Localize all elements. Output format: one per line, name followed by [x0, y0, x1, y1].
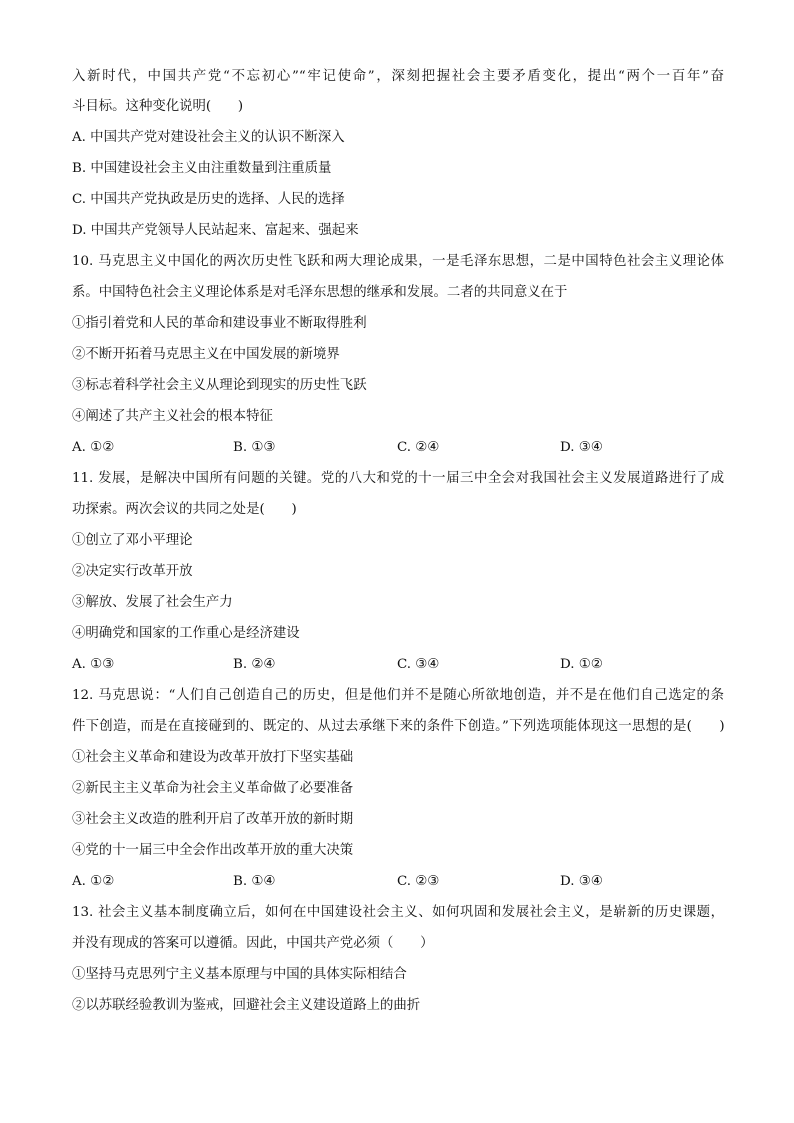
- q10-statement-4: ④阐述了共产主义社会的根本特征: [72, 409, 273, 424]
- q11-choices: [72, 656, 732, 674]
- q13-statement-1: ①坚持马克思列宁主义基本原理与中国的具体实际相结合: [72, 967, 407, 982]
- q10-choice-b: B. ①③: [233, 440, 276, 455]
- q11-statement-4: ④明确党和国家的工作重心是经济建设: [72, 626, 300, 641]
- q12-choice-a: A. ①②: [72, 874, 115, 889]
- q10-choice-d: D. ③④: [560, 440, 603, 455]
- q10-choices: [72, 439, 732, 457]
- q12-statement-2: ②新民主主义革命为社会主义革命做了必要准备: [72, 781, 354, 796]
- q11-choice-d: D. ①②: [560, 657, 603, 672]
- q9-stem-line-2: 斗目标。这种变化说明( ): [72, 99, 244, 114]
- q11-choice-b: B. ②④: [233, 657, 276, 672]
- q11-choice-a: A. ①③: [72, 657, 115, 672]
- q12-choice-b: B. ①④: [233, 874, 276, 889]
- q10-choice-a: A. ①②: [72, 440, 115, 455]
- q11-choice-c: C. ③④: [397, 657, 440, 672]
- q11-statement-1: ①创立了邓小平理论: [72, 533, 193, 548]
- q9-stem-line-1: 入新时代，中国共产党“不忘初心”“牢记使命”，深刻把握社会主要矛盾变化，提出“两个一百年”奋: [72, 69, 724, 84]
- q12-statement-3: ③社会主义改造的胜利开启了改革开放的新时期: [72, 812, 354, 827]
- q9-option-d: D. 中国共产党领导人民站起来、富起来、强起来: [72, 223, 359, 238]
- q13-statement-2: ②以苏联经验教训为鉴戒，回避社会主义建设道路上的曲折: [72, 998, 421, 1013]
- q12-choice-d: D. ③④: [560, 874, 603, 889]
- q11-statement-2: ②决定实行改革开放: [72, 564, 193, 579]
- q9-option-b: B. 中国建设社会主义由注重数量到注重质量: [72, 161, 332, 176]
- q13-stem-line-1: 13. 社会主义基本制度确立后，如何在中国建设社会主义、如何巩固和发展社会主义，是崭新的历史课题，: [72, 905, 724, 920]
- q12-statement-4: ④党的十一届三中全会作出改革开放的重大决策: [72, 843, 354, 858]
- q10-stem-line-1: 10. 马克思主义中国化的两次历史性飞跃和两大理论成果，一是毛泽东思想，二是中国特色社会主义理论体: [72, 254, 724, 269]
- q12-stem-line-2: 件下创造，而是在直接碰到的、既定的、从过去承继下来的条件下创造。”下列选项能体现这一思想的是( ): [72, 719, 724, 734]
- q10-choice-c: C. ②④: [397, 440, 440, 455]
- q12-choices: [72, 873, 732, 891]
- q9-option-c: C. 中国共产党执政是历史的选择、人民的选择: [72, 192, 345, 207]
- q12-stem-line-1: 12. 马克思说：“人们自己创造自己的历史，但是他们并不是随心所欲地创造，并不是在他们自己选定的条: [72, 688, 724, 703]
- q13-stem-line-2: 并没有现成的答案可以遵循。因此，中国共产党必须（ ）: [72, 936, 434, 951]
- q10-stem-line-2: 系。中国特色社会主义理论体系是对毛泽东思想的继承和发展。二者的共同意义在于: [72, 285, 568, 300]
- q10-statement-1: ①指引着党和人民的革命和建设事业不断取得胜利: [72, 316, 367, 331]
- q9-option-a: A. 中国共产党对建设社会主义的认识不断深入: [72, 130, 345, 145]
- q10-statement-3: ③标志着科学社会主义从理论到现实的历史性飞跃: [72, 378, 367, 393]
- q12-choice-c: C. ②③: [397, 874, 440, 889]
- q12-statement-1: ①社会主义革命和建设为改革开放打下坚实基础: [72, 750, 354, 765]
- q11-stem-line-2: 功探索。两次会议的共同之处是( ): [72, 502, 297, 517]
- q10-statement-2: ②不断开拓着马克思主义在中国发展的新境界: [72, 347, 340, 362]
- q11-stem-line-1: 11. 发展，是解决中国所有问题的关键。党的八大和党的十一届三中全会对我国社会主义发展道路进行了成: [72, 471, 724, 486]
- q11-statement-3: ③解放、发展了社会生产力: [72, 595, 233, 610]
